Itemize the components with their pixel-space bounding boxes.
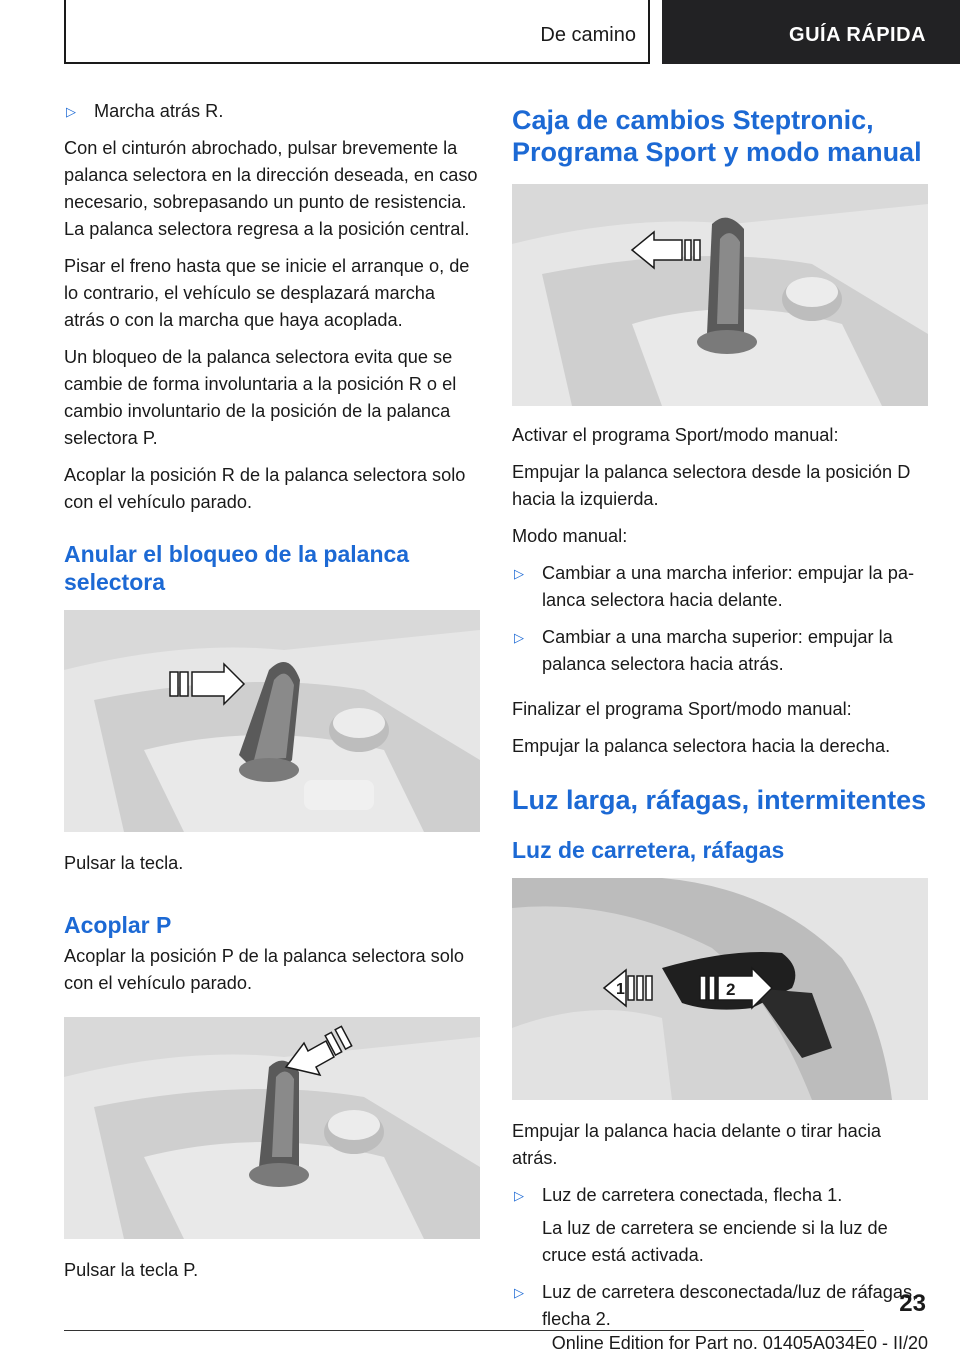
figure-selector-park: [64, 1017, 480, 1239]
arrow-label-2: 2: [726, 980, 736, 999]
bullet-downshift: ▷ Cambiar a una marcha inferior: empujar la palanca selectora hacia delante.: [512, 560, 928, 614]
footer-rule: [64, 1330, 864, 1331]
figure-steptronic: [512, 184, 928, 406]
bullet-sub-text: La luz de carretera se enciende si la luz de cruce está activada.: [542, 1218, 888, 1265]
paragraph: Con el cinturón abrochado, pulsar brevemente la palanca selectora en la dirección deseada, en caso necesario, sobrepasando un punto de resistencia. La palanca selectora regresa a la posición central.: [64, 138, 478, 239]
left-column: [64, 98, 480, 1294]
heading-lights: Luz larga, ráfagas, intermitentes: [512, 785, 927, 815]
triangle-bullet-icon: ▷: [514, 566, 524, 581]
bullet-highbeam-off: ▷ Luz de carretera desconectada/luz de ráfagas, flecha 2.: [512, 1279, 928, 1333]
chapter-title: GUÍA RÁPIDA: [789, 24, 926, 46]
triangle-bullet-icon: ▷: [66, 104, 76, 119]
header-rule-right: [648, 0, 650, 64]
triangle-bullet-icon: ▷: [514, 1188, 524, 1203]
activate-label: Activar el programa Sport/modo manual:: [512, 425, 839, 445]
heading-highbeam: Luz de carretera, ráfagas: [512, 837, 785, 863]
footer-edition: Online Edition for Part no. 01405A034E0 - II/20: [551, 1333, 928, 1353]
manual-label: Modo manual:: [512, 526, 628, 546]
paragraph: Acoplar la posición R de la palanca selectora solo con el vehículo parado.: [64, 465, 466, 512]
bullet-highbeam-on: ▷ Luz de carretera conectada, flecha 1. La luz de carretera se enciende si la luz de cruce está activada.: [512, 1182, 928, 1269]
bullet-upshift: ▷ Cambiar a una marcha superior: empujar la palanca selectora hacia atrás.: [512, 624, 928, 678]
caption-unlock: Pulsar la tecla.: [64, 853, 184, 873]
heading-unlock: Anular el bloqueo de la palanca selectora: [64, 541, 410, 595]
paragraph-park: Acoplar la posición P de la palanca selectora solo con el vehículo parado.: [64, 946, 465, 993]
highbeam-text: Empujar la palanca hacia delante o tirar hacia atrás.: [512, 1121, 882, 1168]
right-column: [512, 100, 928, 1343]
page-number: 23: [899, 1290, 926, 1317]
caption-park: Pulsar la tecla P.: [64, 1260, 199, 1280]
heading-steptronic: Caja de cambios Steptronic, Programa Sport y modo manual: [512, 105, 922, 167]
triangle-bullet-icon: ▷: [514, 1285, 524, 1300]
header-rule-bottom: [64, 62, 650, 64]
chapter-tab: [662, 0, 960, 64]
bullet-reverse: ▷ Marcha atrás R.: [64, 98, 480, 125]
header-rule-left: [64, 0, 66, 64]
arrow-label-1: 1: [616, 981, 625, 998]
finish-text: Empujar la palanca selectora hacia la derecha.: [512, 736, 891, 756]
paragraph: Pisar el freno hasta que se inicie el arranque o, de lo contrario, el vehículo se desplazará marcha atrás o con la marcha que haya acoplada.: [64, 256, 470, 330]
figure-highbeam: [512, 878, 928, 1100]
finish-label: Finalizar el programa Sport/modo manual:: [512, 699, 852, 719]
heading-park: Acoplar P: [64, 912, 172, 938]
activate-text: Empujar la palanca selectora desde la posición D hacia la izquierda.: [512, 462, 911, 509]
section-title: De camino: [540, 24, 636, 46]
paragraph: Un bloqueo de la palanca selectora evita que se cambie de forma involuntaria a la posición R o el cambio involuntario de la posición de la palanca selectora P.: [64, 347, 457, 448]
figure-selector-unlock: [64, 610, 480, 832]
triangle-bullet-icon: ▷: [514, 630, 524, 645]
